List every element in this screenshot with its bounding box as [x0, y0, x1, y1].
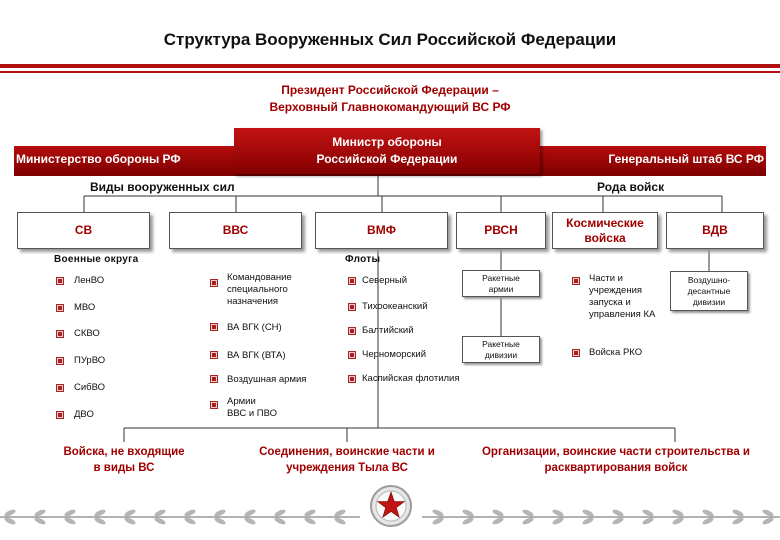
bullet-icon — [210, 375, 218, 383]
vdv-line: десантные — [687, 285, 731, 296]
sv-item: ЛенВО — [74, 275, 105, 286]
rvsn-divisions-line: дивизии — [484, 349, 518, 360]
category-sv: СВ — [17, 212, 150, 249]
rear-services — [247, 444, 447, 476]
bullet-icon — [210, 351, 218, 359]
bullet-icon — [56, 411, 64, 419]
page-title: Структура Вооруженных Сил Российской Федерации — [163, 30, 617, 49]
sv-heading: Военные округа — [54, 254, 139, 265]
bullet-icon — [348, 303, 356, 311]
kv-item-line: запуска и — [589, 297, 631, 308]
bullet-icon — [56, 277, 64, 285]
vvs-item-line: специального — [227, 284, 288, 295]
vmf-heading: Флоты — [345, 254, 381, 265]
non-branch-forces — [44, 444, 204, 476]
minister-line1: Министр обороны — [332, 135, 442, 149]
ministry-label: Министерство обороны РФ — [16, 152, 181, 166]
kv-item — [589, 273, 655, 321]
sv-item: СКВО — [74, 328, 100, 339]
kv-item-line: управления КА — [589, 309, 656, 320]
non-branch-line2: в виды ВС — [93, 462, 155, 474]
vvs-item-line: назначения — [227, 296, 279, 307]
bullet-icon — [56, 304, 64, 312]
vvs-item: Воздушная армия — [227, 374, 307, 385]
president-title — [200, 82, 580, 116]
vdv-line: дивизии — [692, 296, 726, 307]
star-emblem-icon — [369, 484, 413, 528]
vdv-line: Воздушно- — [687, 274, 731, 285]
vvs-item-line: Армии — [227, 396, 256, 407]
kv-item-line: Части и — [589, 273, 623, 284]
vmf-item: Северный — [362, 275, 408, 286]
category-space-line1: Космические — [566, 215, 644, 230]
construction-line2: расквартирования войск — [544, 462, 688, 474]
bullet-icon — [210, 323, 218, 331]
bullet-icon — [210, 401, 218, 409]
vmf-item: Черноморский — [362, 349, 427, 360]
branches-label: Виды вооруженных сил — [90, 180, 235, 194]
title-divider-thin — [0, 71, 780, 73]
minister-box — [234, 128, 540, 174]
rvsn-divisions-line: Ракетные — [482, 338, 520, 349]
sv-item: ПУрВО — [74, 355, 106, 366]
kv-item: Войска РКО — [589, 347, 643, 358]
bullet-icon — [572, 349, 580, 357]
category-space-forces — [552, 212, 658, 249]
kv-item-line: учреждения — [589, 285, 643, 296]
vvs-item-line: ВВС и ПВО — [227, 408, 278, 419]
rvsn-armies-box — [462, 270, 540, 297]
vvs-item — [227, 396, 277, 420]
category-vvs: ВВС — [169, 212, 302, 249]
vmf-item: Каспийская флотилия — [362, 373, 460, 384]
category-vdv: ВДВ — [666, 212, 764, 249]
bullet-icon — [210, 279, 218, 287]
arms-label: Рода войск — [597, 180, 665, 194]
vvs-item-line: Командование — [227, 272, 292, 283]
construction-organizations — [480, 444, 752, 476]
bullet-icon — [348, 375, 356, 383]
sv-item: ДВО — [74, 409, 94, 420]
vvs-item: ВА ВГК (ВТА) — [227, 350, 286, 361]
category-rvsn: РВСН — [456, 212, 546, 249]
construction-line1: Организации, воинские части строительства и — [481, 446, 751, 458]
bullet-icon — [572, 277, 580, 285]
bullet-icon — [348, 327, 356, 335]
category-vmf: ВМФ — [315, 212, 448, 249]
rear-services-line1: Соединения, воинские части и — [259, 446, 435, 458]
vdv-divisions-box — [670, 271, 748, 311]
vvs-item: ВА ВГК (СН) — [227, 322, 282, 333]
vvs-item — [227, 272, 292, 308]
bullet-icon — [56, 330, 64, 338]
non-branch-line1: Войска, не входящие — [63, 446, 185, 458]
bullet-icon — [348, 351, 356, 359]
sv-item: МВО — [74, 302, 96, 313]
president-line2: Верховный Главнокомандующий ВС РФ — [269, 100, 511, 114]
minister-line2: Российской Федерации — [316, 152, 458, 166]
rear-services-line2: учреждения Тыла ВС — [286, 462, 408, 474]
vmf-item: Тихоокеанский — [362, 301, 428, 312]
general-staff-label: Генеральный штаб ВС РФ — [608, 152, 764, 166]
bullet-icon — [56, 357, 64, 365]
laurel-ornament-right-icon — [422, 506, 780, 528]
title-divider — [0, 64, 780, 68]
bullet-icon — [348, 277, 356, 285]
rvsn-armies-line: армии — [488, 283, 514, 294]
category-space-line2: войска — [584, 230, 626, 245]
sv-item: СибВО — [74, 382, 106, 393]
laurel-ornament-left-icon — [0, 506, 360, 528]
vmf-item: Балтийский — [362, 325, 414, 336]
bullet-icon — [56, 384, 64, 392]
rvsn-armies-line: Ракетные — [482, 272, 520, 283]
president-line1: Президент Российской Федерации – — [281, 83, 499, 97]
rvsn-divisions-box — [462, 336, 540, 363]
